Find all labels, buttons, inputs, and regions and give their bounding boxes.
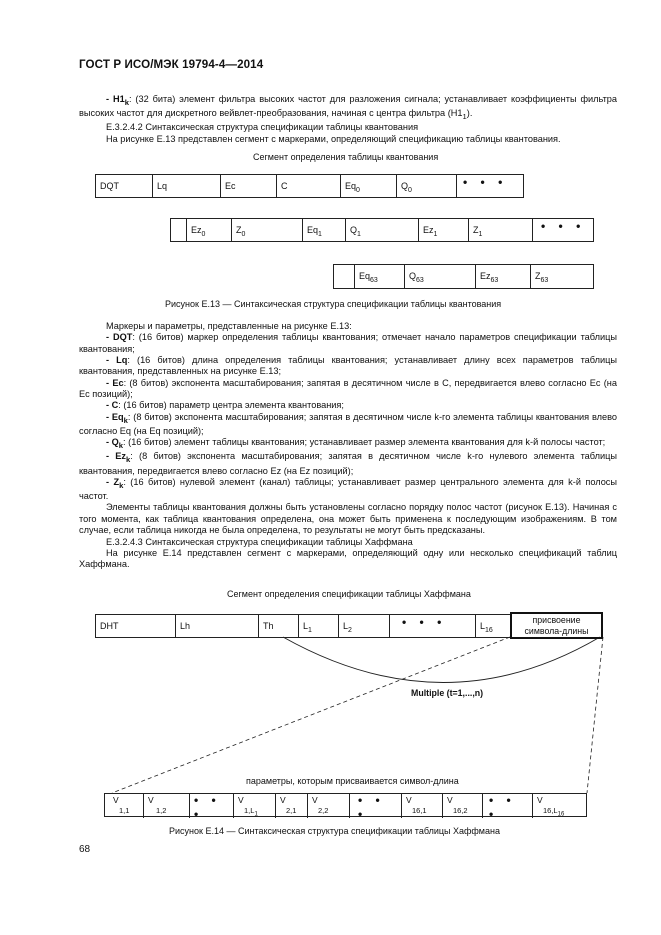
ezk-definition: - $Ez_k$: (8 битов) экспонента масштабирования; запятая в десятичном числе k-го нулевого элемента таблицы квантования, передвигается влево согласно Ez (на Ez позиций); <box>79 451 617 476</box>
paragraph: Маркеры и параметры, представленные на рисунке E.13: <box>106 321 352 331</box>
cell-eq0: $Eq_0$ <box>340 174 397 198</box>
cell-symbol-length-assignment: присвоение символа-длины <box>510 612 603 639</box>
cell-v-1-2: V 1,2 <box>143 794 190 818</box>
cell-q63: $Q_{63}$ <box>404 264 476 289</box>
cell-eq63: $Eq_{63}$ <box>354 264 405 289</box>
cell-z1: $Z_1$ <box>468 218 533 242</box>
cell-q0: $Q_0$ <box>396 174 457 198</box>
qk-definition: - $Q_k$: (16 битов) элемент таблицы квантования; устанавливает размер элемента квантования для k-й полосы частот; <box>106 437 606 451</box>
cell-v-2-2: V 2,2 <box>307 794 350 818</box>
figure-caption: Рисунок E.14 — Синтаксическая структура спецификации таблицы Хаффмана <box>169 826 500 836</box>
section-heading: E.3.2.4.2 Синтаксическая структура спецификации таблицы квантования <box>106 122 419 133</box>
cell-continue: • • • <box>349 794 402 818</box>
dashed-projection-right <box>587 637 603 793</box>
cell-l1: $L_1$ <box>298 614 339 638</box>
cell-eq1: $Eq_1$ <box>302 218 346 242</box>
dashed-projection-left <box>112 637 510 793</box>
cell-l16: $L_{16}$ <box>475 614 511 638</box>
cell-lh: Lh <box>175 614 259 638</box>
cell-continue: • • • <box>482 794 533 818</box>
eqk-definition: - $Eq_k$: (8 битов) экспонента масштабирования; запятая в десятичном числе k-го элемента таблицы квантования влево согласно Eq (на Eq позиций); <box>79 411 618 436</box>
cell-z63: $Z_{63}$ <box>530 264 594 289</box>
figure-title: Сегмент определения таблицы квантования <box>253 152 439 162</box>
multiple-arc <box>283 637 600 683</box>
paragraph: На рисунке E.14 представлен сегмент с маркерами, определяющий одну или несколько спецификаций таблиц Хаффмана. <box>79 547 617 570</box>
cell-continue: • • • <box>389 614 476 638</box>
cell-lq: Lq <box>152 174 221 198</box>
lq-definition: - Lq: (16 битов) длина определения таблицы квантования; устанавливает длину всех параметров таблицы квантования, представленных на рисунке E.13; <box>79 355 617 377</box>
cell-ec: Ec <box>220 174 277 198</box>
ec-definition: - Ec: (8 битов) экспонента масштабирования; запятая в десятичном числе в C, передвигается влево согласно Ec (на Ec позиций); <box>79 377 617 400</box>
cell-dqt: DQT <box>95 174 153 198</box>
cell-ez63: $Ez_{63}$ <box>475 264 531 289</box>
figure-title: Сегмент определения спецификации таблицы Хаффмана <box>227 589 471 599</box>
cell-q1: $Q_1$ <box>345 218 419 242</box>
cell-v-16-2: V 16,2 <box>442 794 483 818</box>
cell-v-16-l16: V $16,L_{16}$ <box>532 794 587 818</box>
figure-caption: Рисунок E.13 — Синтаксическая структура спецификации таблицы квантования <box>165 299 502 309</box>
paragraph: На рисунке E.13 представлен сегмент с маркерами, определяющий спецификацию таблицы квантования. <box>106 133 561 144</box>
fig14-v-row <box>104 793 587 821</box>
page-header: ГОСТ Р ИСО/МЭК 19794-4—2014 <box>79 58 264 71</box>
cell-c: C <box>276 174 341 198</box>
c-definition: - C: (16 битов) параметр центра элемента квантования; <box>106 400 344 411</box>
cell-l2: $L_2$ <box>338 614 390 638</box>
cell-th: Th <box>258 614 299 638</box>
cell-v-16-1: V 16,1 <box>401 794 443 818</box>
cell-v-2-1: V 2,1 <box>275 794 308 818</box>
dqt-definition: - DQT: (16 битов) маркер определения таблицы квантования; отмечает начало параметров спецификации таблицы квантования; <box>79 332 617 354</box>
cell-continue: • • • <box>456 174 524 198</box>
cell-ez1: $Ez_1$ <box>418 218 469 242</box>
h1-definition: - $H1_k$: (32 бита) элемент фильтра высоких частот для разложения сигнала; устанавливает коэффициенты фильтра высоких частот для дискретного вейвлет-преобразования, начиная с центра фильтра $(H1_1)$. <box>79 94 618 121</box>
page-number: 68 <box>79 844 91 855</box>
cell-continue: • • • <box>532 218 594 242</box>
multiple-label: Multiple (t=1,...,n) <box>411 688 484 698</box>
paragraph: Элементы таблицы квантования должны быть установлены согласно порядку полос частот (рисунок E.13). Начиная с того момента, как таблица квантования определена, она может быть применена к последующим изображениям. В том случае, если таблица никогда не была определена, то результаты не могут быть предсказаны. <box>79 502 617 536</box>
section-heading: E.3.2.4.3 Синтаксическая структура спецификации таблицы Хаффмана <box>106 536 413 547</box>
cell-v-1-l1: V $1,L_1$ <box>233 794 276 818</box>
cell-dht: DHT <box>95 614 176 638</box>
zk-definition: - $Z_k$: (16 битов) нулевой элемент (канал) таблицы; устанавливает размер центрального элемента для k-й полосы частот. <box>79 476 617 502</box>
cell-ez0: $Ez_0$ <box>186 218 232 242</box>
cell-z0: $Z_0$ <box>231 218 303 242</box>
cell-v-1-1: V 1,1 <box>113 795 130 815</box>
params-title: параметры, которым присваивается символ-длина <box>246 776 459 786</box>
cell-continue: • • • <box>189 794 234 818</box>
